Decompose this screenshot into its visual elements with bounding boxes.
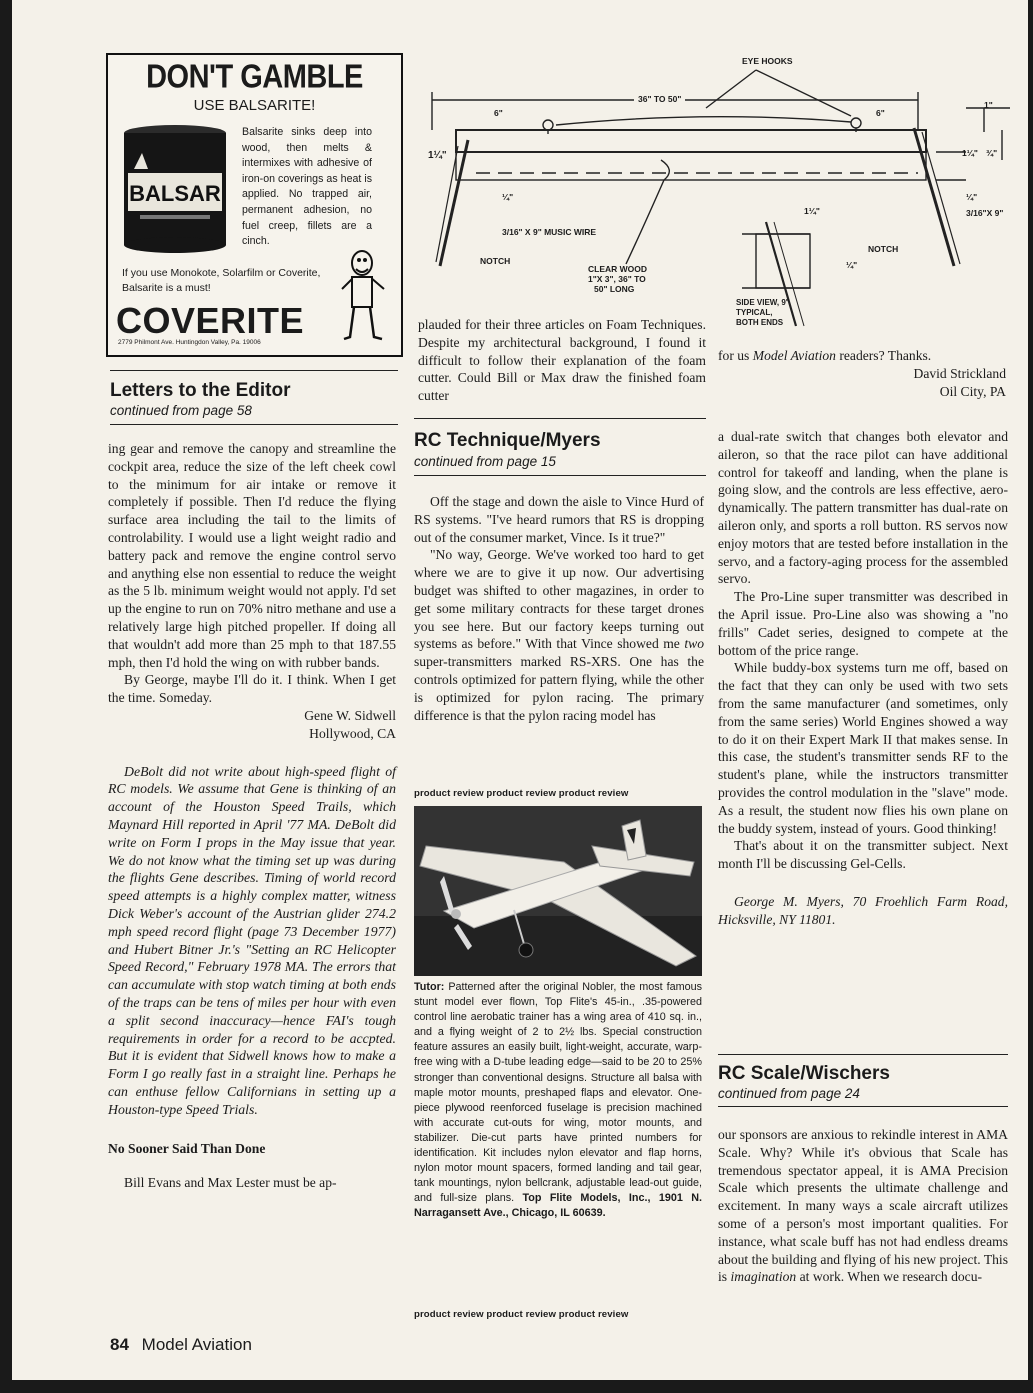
caption-body: Patterned after the original Nobler, the most famous stunt model ever flown, Top Flite's 45-in., .35-powered control line aerobatic trainer has a wing area of 410 sq. in., and a flying weight of 2 to 2½ lbs. Special construction feature assures an easily built, light-weight, accurate, warp-free wing with a D-tube leading edge—said to be 20 to 25% stronger than conventional designs. Structure all balsa with maple motor mounts, preshaped flaps and elevator. One-piece plywood reenforced fuselage is precision machined with accurate cut-outs for wing, motor mounts, and stabilizer. Die-cut parts have printed numbers for identification. Kit includes nylon elevator and flap horns, nylon motor mount spacers, formed landing and tail gear, tank mountings, nylon bellcrank, adjustable lead-out guide, and full-size plans. bbox=[414, 981, 703, 1205]
balsarite-ad bbox=[106, 53, 403, 357]
rc-technique-col3-paragraph-2: The Pro-Line super transmitter was described in the April issue. Pro-Line also was showing a "no frills" Cadet series, designed to compete at the bottom of the price range. bbox=[718, 589, 1008, 658]
label-quarter-b: ¼" bbox=[966, 192, 978, 202]
page-footer bbox=[110, 1335, 252, 1355]
label-wire-right: 3/16"X 9" bbox=[966, 208, 1004, 218]
balsarite-can-image bbox=[122, 123, 228, 253]
rc-scale-column bbox=[718, 1126, 1008, 1286]
magazine-page bbox=[12, 0, 1028, 1380]
letters-subhead: No Sooner Said Than Done bbox=[108, 1141, 266, 1157]
rc-technique-p2-pre: "No way, George. We've worked too hard to get where we are to give it up now. Our advertising budget was shifted to other magazines, in order to get some military contracts for these target drones you see here. But our factory keeps turning out systems as before." With that Vince showed me bbox=[414, 547, 704, 652]
label-side-view bbox=[736, 298, 790, 328]
label-music-wire: 3/16" X 9" MUSIC WIRE bbox=[502, 227, 597, 237]
ad-body: Balsarite sinks deep into wood, then melts & intermixes with adhesive of iron-on coverings as heat is applied. No trapped air, permanent adhesion, no fuel creep, fillets are a cinch. bbox=[242, 126, 372, 248]
page-number: 84 bbox=[110, 1335, 129, 1354]
rc-technique-signature: George M. Myers, 70 Froehlich Farm Road, Hicksville, NY 11801. bbox=[718, 893, 1008, 927]
caption-lead: Tutor: bbox=[414, 981, 445, 993]
rc-scale-continued: continued from page 24 bbox=[718, 1086, 860, 1101]
label-notch-right: NOTCH bbox=[868, 244, 899, 254]
rc-technique-continued: continued from page 15 bbox=[414, 454, 556, 469]
rc-technique-column bbox=[414, 493, 704, 724]
rc-technique-paragraph-2 bbox=[414, 546, 704, 724]
rc-technique-top-rule bbox=[414, 418, 706, 419]
tutor-model-airplane-image bbox=[414, 806, 702, 976]
side-view-line2: TYPICAL, bbox=[736, 308, 773, 317]
letters-signature-place: Hollywood, CA bbox=[309, 725, 396, 741]
rc-scale-bottom-rule bbox=[718, 1106, 1008, 1107]
label-one-quarter-right: 1¼" bbox=[962, 148, 978, 158]
ad-note: If you use Monokote, Solarfilm or Coverite, Balsarite is a must! bbox=[122, 267, 321, 294]
label-six-left: 6" bbox=[494, 108, 503, 118]
product-review-strip-bottom: product review product review product review bbox=[414, 1309, 629, 1320]
letters-bottom-rule bbox=[110, 424, 398, 425]
label-one-quarter-left: 1¼" bbox=[428, 150, 447, 161]
label-six-right: 6" bbox=[876, 108, 885, 118]
letter-end-magazine: Model Aviation bbox=[752, 348, 836, 363]
product-review-strip-top: product review product review product review bbox=[414, 788, 629, 799]
letter-continuation: plauded for their three articles on Foam Techniques. Despite my architectural background, I found it difficult to follow their explanation of the foam cutter. Could Bill or Max draw the finished foam cutter bbox=[418, 317, 706, 404]
clear-wood-line1: CLEAR WOOD bbox=[588, 264, 648, 274]
cartoon-mascot-image bbox=[334, 249, 396, 349]
magazine-name: Model Aviation bbox=[141, 1335, 252, 1354]
ad-brand-logo: COVERITE bbox=[116, 300, 305, 341]
rc-technique-title: RC Technique/Myers bbox=[414, 430, 601, 451]
letters-paragraph-2: By George, maybe I'll do it. I think. When I get the time. Someday. bbox=[108, 672, 396, 706]
tutor-model-photo bbox=[414, 806, 702, 976]
side-view-line1: SIDE VIEW, 9" bbox=[736, 298, 790, 307]
letter-end-text bbox=[718, 347, 1006, 365]
product-review-caption bbox=[414, 980, 702, 1222]
rc-scale-title: RC Scale/Wischers bbox=[718, 1063, 890, 1084]
label-clear-wood bbox=[588, 264, 647, 294]
letters-paragraph-3: Bill Evans and Max Lester must be ap- bbox=[124, 1175, 337, 1191]
letters-title: Letters to the Editor bbox=[110, 380, 291, 401]
rc-technique-col3-paragraph-1: a dual-rate switch that changes both elevator and aileron, so that the race pilot can have additional control for takeoff and landing, when the plane is going slow, and the controls are less effective, aero-dynamically. The pattern transmitter has dual-rate on aileron only, and sports a roll button. RS servos now enjoy motors that are tested before installation in the servo, and a factory-aging process for the assembled servo. bbox=[718, 429, 1008, 587]
letter-end-signature-name: David Strickland bbox=[913, 365, 1006, 381]
letter-end-signature-place: Oil City, PA bbox=[939, 383, 1006, 399]
label-quarter-a: ¼" bbox=[502, 192, 514, 202]
label-notch-left: NOTCH bbox=[480, 256, 511, 266]
letter-end bbox=[718, 347, 1006, 400]
letter-end-pre: for us bbox=[718, 348, 750, 363]
label-span: 36" TO 50" bbox=[634, 94, 685, 104]
label-one-quarter-mid: 1¼" bbox=[804, 206, 820, 216]
rc-technique-p2-post: super-transmitters marked RS-XRS. One has the controls optimized for pattern flying, while the other is optimized for pylon racing. The primary difference is that the pylon racing model has bbox=[414, 654, 704, 723]
rc-scale-text-italic: imagination bbox=[730, 1269, 797, 1285]
letter-end-post: readers? Thanks. bbox=[839, 348, 932, 363]
letters-paragraph-1: ing gear and remove the canopy and streamline the cockpit area, reduce the size of the left cheek cowl to the minimum for air intake or remove it completely if possible. Then I'd reduce the flying surface area including the tail to the limits of controlability. I would use a light weight radio and battery pack and remove the engine control servo and anything else non essential to reduce the weight as the 5 lb. minimum weight would not apply. I'd set up the engine to run on 70% nitro methane and use a relatively large high pitched propeller. If doing all that wouldn't add more than 25 mph to that 187.55 mph, then I'd hold the wing on with rubber bands. bbox=[108, 441, 396, 670]
rc-scale-text-post: at work. When we research docu- bbox=[799, 1269, 983, 1285]
label-one-inch: 1" bbox=[984, 100, 993, 110]
caption-tail: Top Flite Models, Inc., 1901 N. Narragansett Ave., Chicago, IL 60639. bbox=[414, 1192, 702, 1220]
rc-scale-text-pre: our sponsors are anxious to rekindle interest in AMA Scale. Why? While it's obvious that Scale has tremendous spectator appeal, it is AMA Precision Scale which presents the ultimate challenge and excitement. In many ways a scale aircraft utilizes some of a person's most important qualities. For instance, what scale buff has not had endless dreams about the building and flying of his new project. This is bbox=[718, 1127, 1008, 1285]
letters-column bbox=[108, 440, 396, 1192]
rc-technique-paragraph-1: Off the stage and down the aisle to Vince Hurd of RS systems. "I've heard rumors that RS is dropping out of the consumer market, Vince. Is it true?" bbox=[414, 494, 704, 545]
rc-technique-column-3 bbox=[718, 428, 1008, 929]
foam-cutter-drawing bbox=[406, 50, 1018, 342]
ad-headline: DON'T GAMBLE bbox=[146, 58, 363, 96]
letters-signature-name: Gene W. Sidwell bbox=[304, 707, 396, 723]
rc-scale-paragraph bbox=[718, 1126, 1008, 1286]
can-label: BALSAR bbox=[129, 181, 221, 206]
ad-subhead: USE BALSARITE! bbox=[193, 97, 316, 114]
label-eye-hooks: EYE HOOKS bbox=[742, 56, 793, 66]
rc-technique-col3-paragraph-4: That's about it on the transmitter subject. Next month I'll be discussing Gel-Cells. bbox=[718, 838, 1008, 872]
side-view-line3: BOTH ENDS bbox=[736, 318, 784, 327]
letters-top-rule bbox=[110, 370, 398, 371]
ad-address: 2779 Philmont Ave. Huntingdon Valley, Pa. 19006 bbox=[118, 339, 261, 346]
rc-technique-bottom-rule bbox=[414, 475, 706, 476]
clear-wood-line3: 50" LONG bbox=[594, 284, 635, 294]
rc-technique-col3-paragraph-3: While buddy-box systems turn me off, based on the fact that they can only be used with two sets from the same manufacturer (and sometimes, only from the same series) World Engines showed a way to do it on their Expert Mark II that makes sense. In this case, the student's transmitter sends RF to the student's plane, while the instructors transmitter provides the control modulation in the "slave" mode. As a result, the student now flies his own plane on the buddy system, instead of yours. Good thinking! bbox=[718, 660, 1008, 836]
letters-continued: continued from page 58 bbox=[110, 403, 252, 418]
editor-note: DeBolt did not write about high-speed flight of RC models. We assume that Gene is thinking of an account of the Houston Speed Trails, which Maynard Hill reported in April '77 MA. DeBolt did write on Form I props in the May issue that year. We do not know what the timing set up was during the flights Gene describes. Timing of world record speed attempts is a highly complex matter, witness Dick Weber's account of the Austrian glider 274.2 mph speed record flight (page 73 December 1977) and Hubert Bitner Jr.'s "Setting an RC Helicopter Speed Record," February 1978 MA. The errors that can accumulate with stop watch timing at both ends of the traps can be tens of miles per hour with even a split second inaccuracy—hence FAI's tough requirements in order for a record to be accpted. But it is evident that Sidwell knows how to make a Form I go really fast in a straight line. Perhaps he can enthuse fellow Californians in setting up a Houston-type Speed Trials. bbox=[108, 763, 396, 1117]
label-quarter-c: ¼" bbox=[846, 260, 858, 270]
rc-technique-p2-italic: two bbox=[684, 636, 704, 652]
label-three-quarter: ¾" bbox=[986, 148, 998, 158]
rc-scale-top-rule bbox=[718, 1054, 1008, 1055]
foam-cutter-diagram bbox=[406, 50, 1018, 342]
clear-wood-line2: 1"X 3", 36" TO bbox=[588, 274, 646, 284]
